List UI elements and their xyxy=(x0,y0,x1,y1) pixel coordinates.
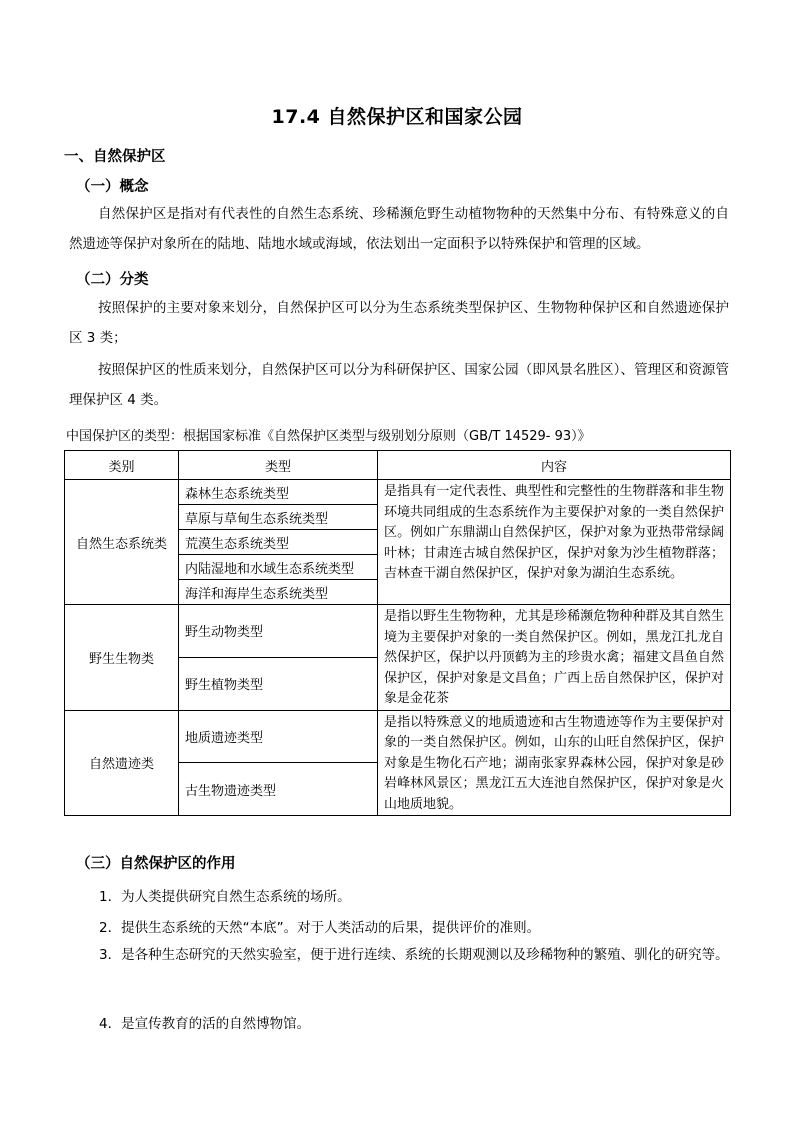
function-item-1: 1．为人类提供研究自然生态系统的场所。 xyxy=(99,889,351,905)
section-heading-nature-reserve: 一、自然保护区 xyxy=(64,149,166,165)
table-cell-type: 森林生态系统类型 xyxy=(179,480,378,505)
table-header-row xyxy=(65,451,731,480)
table-header-type: 类型 xyxy=(179,451,378,480)
function-item-3: 3．是各种生态研究的天然实验室，便于进行连续、系统的长期观测以及珍稀物种的繁殖、驯化的研究等。 xyxy=(99,947,729,963)
table-cell-type: 古生物遗迹类型 xyxy=(179,763,378,816)
concept-paragraph: 自然保护区是指对有代表性的自然生态系统、珍稀濒危野生动植物物种的天然集中分布、有特殊意义的自然遗迹等保护对象所在的陆地、陆地水域或海域，依法划出一定面积予以特殊保护和管理的区域。 xyxy=(69,206,729,252)
table-cell-category: 野生生物类 xyxy=(65,605,179,711)
table-row xyxy=(65,710,731,763)
table-row xyxy=(65,605,731,658)
table-cell-type: 野生动物类型 xyxy=(179,605,378,658)
table-header-category: 类别 xyxy=(65,451,179,480)
table-caption: 中国保护区的类型：根据国家标准《自然保护区类型与级别划分原则（GB/T 14529- 93）》 xyxy=(66,429,591,444)
table-cell-type: 荒漠生态系统类型 xyxy=(179,530,378,555)
table-row xyxy=(65,480,731,505)
subsection-heading-concept: （一）概念 xyxy=(76,179,149,195)
classification-paragraph-2: 按照保护区的性质来划分，自然保护区可以分为科研保护区、国家公园（即风景名胜区）、管理区和资源管理保护区 4 类。 xyxy=(69,362,729,408)
table-cell-content: 是指以特殊意义的地质遗迹和古生物遗迹等作为主要保护对象的一类自然保护区。例如，山东的山旺自然保护区，保护对象是生物化石产地；湖南张家界森林公园，保护对象是砂岩峰林风景区；黑龙江五大连池自然保护区，保护对象是火山地质地貌。 xyxy=(378,710,731,816)
function-item-4: 4．是宣传教育的活的自然博物馆。 xyxy=(99,1016,311,1032)
reserve-type-table xyxy=(64,450,731,816)
classification-paragraph-1: 按照保护的主要对象来划分，自然保护区可以分为生态系统类型保护区、生物物种保护区和自然遗迹保护区 3 类； xyxy=(69,300,729,346)
table-cell-type: 内陆湿地和水域生态系统类型 xyxy=(179,555,378,580)
subsection-heading-functions: （三）自然保护区的作用 xyxy=(76,856,236,872)
table-cell-type: 野生植物类型 xyxy=(179,657,378,710)
page-title: 17.4 自然保护区和国家公园 xyxy=(271,106,523,128)
table-cell-type: 海洋和海岸生态系统类型 xyxy=(179,580,378,605)
table-cell-category: 自然遗迹类 xyxy=(65,710,179,816)
table-cell-content: 是指具有一定代表性、典型性和完整性的生物群落和非生物环境共同组成的生态系统作为主要保护对象的一类自然保护区。例如广东鼎湖山自然保护区，保护对象为亚热带常绿阔叶林；甘肃连古城自然保护区，保护对象为沙生植物群落；吉林查干湖自然保护区，保护对象为湖泊生态系统。 xyxy=(378,480,731,605)
table-cell-category: 自然生态系统类 xyxy=(65,480,179,605)
table-header-content: 内容 xyxy=(378,451,731,480)
table-cell-content: 是指以野生生物物种，尤其是珍稀濒危物种种群及其自然生境为主要保护对象的一类自然保护区。例如，黑龙江扎龙自然保护区，保护以丹顶鹤为主的珍贵水禽；福建文昌鱼自然保护区，保护对象是文昌鱼；广西上岳自然保护区，保护对象是金花茶 xyxy=(378,605,731,711)
function-item-2: 2．提供生态系统的天然“本底”。对于人类活动的后果，提供评价的准则。 xyxy=(99,920,541,936)
table-cell-type: 地质遗迹类型 xyxy=(179,710,378,763)
subsection-heading-classification: （二）分类 xyxy=(76,272,149,288)
table-cell-type: 草原与草甸生态系统类型 xyxy=(179,505,378,530)
